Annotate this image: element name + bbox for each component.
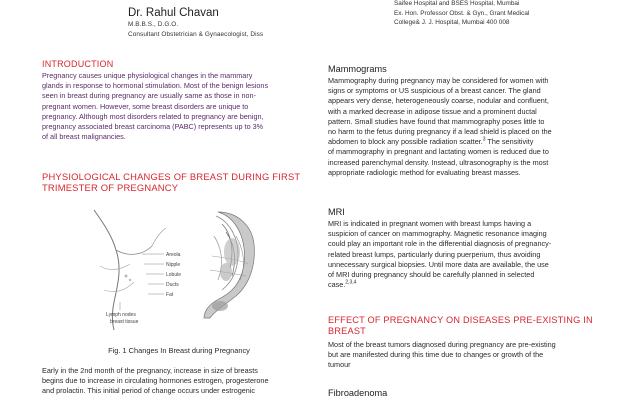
label-breast-tissue: breast tissue	[110, 319, 139, 325]
effect-heading-line-1: EFFECT OF PREGNANCY ON DISEASES PRE-EXISTING IN	[328, 315, 593, 325]
mammo-line-with-ref	[328, 137, 598, 147]
effect-line: Most of the breast tumors diagnosed during pregnancy are pre-existing	[328, 340, 556, 349]
author-block	[128, 6, 368, 40]
label-lymph-nodes: Lymph nodes	[106, 312, 136, 318]
mammo-line: appears very dense, heterogeneously coarse, nodular and confluent,	[328, 96, 549, 106]
author-title: Consultant Obstetrician & Gynaecologist, Diss	[128, 31, 264, 38]
intro-line: pregnant women. However, some breast disorders are unique to	[42, 101, 249, 111]
mammograms-heading: Mammograms	[328, 64, 387, 74]
author-name: Dr. Rahul Chavan	[128, 7, 219, 19]
mammo-line: of mammography in pregnant and lactating women is reduced due to	[328, 147, 549, 157]
effect-line: tumour	[328, 360, 351, 370]
affiliation-line-1: Saifee Hospital and BSES Hospital, Mumbai	[394, 0, 520, 7]
first-trimester-paragraph	[42, 366, 316, 397]
mammo-line: Mammography during pregnancy may be considered for women with	[328, 76, 549, 85]
physiology-heading-line-1: PHYSIOLOGICAL CHANGES OF BREAST DURING FIRST	[42, 171, 301, 182]
effect-heading-line-2: BREAST	[328, 326, 366, 336]
mammo-line: with a marked decrease in adipose tissue and a prominent ductal	[328, 106, 537, 116]
effect-heading	[328, 315, 598, 337]
mri-line-text: case.	[328, 280, 346, 290]
physiology-heading	[42, 171, 300, 193]
mammo-line: pattern. Small studies have found that mammography poses little to	[328, 116, 545, 126]
body-line: Early in the 2nd month of the pregnancy, increase in size of breasts	[42, 366, 258, 375]
mri-line: MRI is indicated in pregnant women with breast lumps having a	[328, 219, 532, 228]
author-degrees: M.B.B.S., D.G.O.	[128, 21, 179, 28]
introduction-heading: INTRODUCTION	[42, 59, 114, 69]
affiliation-block	[394, 0, 634, 28]
mri-line-with-ref	[328, 280, 598, 290]
mri-heading: MRI	[328, 207, 345, 217]
intro-line: pregnancy associated breast carcinoma (PABC) represents up to 3%	[42, 122, 264, 132]
mri-line: of MRI during pregnancy should be carefully planned in selected	[328, 270, 535, 280]
mammo-line: no harm to the fetus during pregnancy if a lead shield is placed on the	[328, 127, 552, 137]
label-nipple: Nipple	[166, 262, 181, 268]
figure-caption: Fig. 1 Changes In Breast during Pregnancy	[108, 346, 250, 355]
breast-anatomy-figure	[86, 206, 272, 330]
mammo-line: appropriate radiologic method for evaluating breast masses.	[328, 167, 521, 177]
reference-marker: 2,3,4	[345, 279, 357, 286]
mammo-line: signs or symptoms or US suspicious of a breast cancer. The gland	[328, 86, 541, 96]
intro-line: Pregnancy causes unique physiological changes in the mammary	[42, 71, 253, 80]
affiliation-line-2: Ex. Hon. Professor Obst. & Gyn., Grant Medical	[394, 9, 530, 17]
label-fat: Fat	[166, 292, 174, 298]
effect-line: but are manifested during this time due to changes or growth of the	[328, 350, 544, 360]
mri-paragraph	[328, 219, 598, 290]
mammograms-paragraph	[328, 76, 598, 178]
effect-paragraph	[328, 340, 598, 371]
breast-anatomy-illustration	[86, 206, 272, 330]
label-lobule: Lobule	[166, 272, 182, 278]
intro-line: pregnancy. Although most disorders related to pregnancy are benign,	[42, 111, 264, 121]
affiliation-line-3: College& J. J. Hospital, Mumbai 400 008	[394, 19, 510, 26]
label-areola: Areola	[166, 252, 181, 258]
mammo-line-tail: The sensitivity	[485, 137, 534, 147]
intro-line: seen in breast during pregnancy are usually same as those in non-	[42, 91, 257, 101]
body-line: and prolactin. This initial period of change occurs under estrogenic	[42, 386, 256, 396]
intro-line: glands in response to hormonal stimulation. Most of the benign lesions	[42, 81, 269, 91]
intro-line: of all breast malignancies.	[42, 132, 126, 142]
label-duct: Ducts	[166, 282, 179, 288]
fibroadenoma-heading: Fibroadenoma	[328, 388, 388, 398]
introduction-paragraph	[42, 71, 316, 142]
mammo-line-text: abdomen to block any possible radiation scatter.	[328, 137, 483, 147]
mri-line: suspicion of cancer on mammography. Magnetic resonance imaging	[328, 229, 547, 239]
mri-line: could play an important role in the differential diagnosis of pregnancy-	[328, 239, 552, 249]
mammo-line: increased parenchymal density. Instead, ultrasonography is the most	[328, 157, 549, 167]
body-line: begins due to increase in circulating hormones estrogen, progesterone	[42, 376, 269, 386]
physiology-heading-line-2: TRIMESTER OF PREGNANCY	[42, 182, 179, 193]
reference-marker: 3	[482, 136, 486, 143]
mri-line: related breast lumps, particularly during puerperium, thus avoiding	[328, 249, 541, 259]
mri-line: unnecessary surgical biopsies. Until more data are available, the use	[328, 259, 549, 269]
